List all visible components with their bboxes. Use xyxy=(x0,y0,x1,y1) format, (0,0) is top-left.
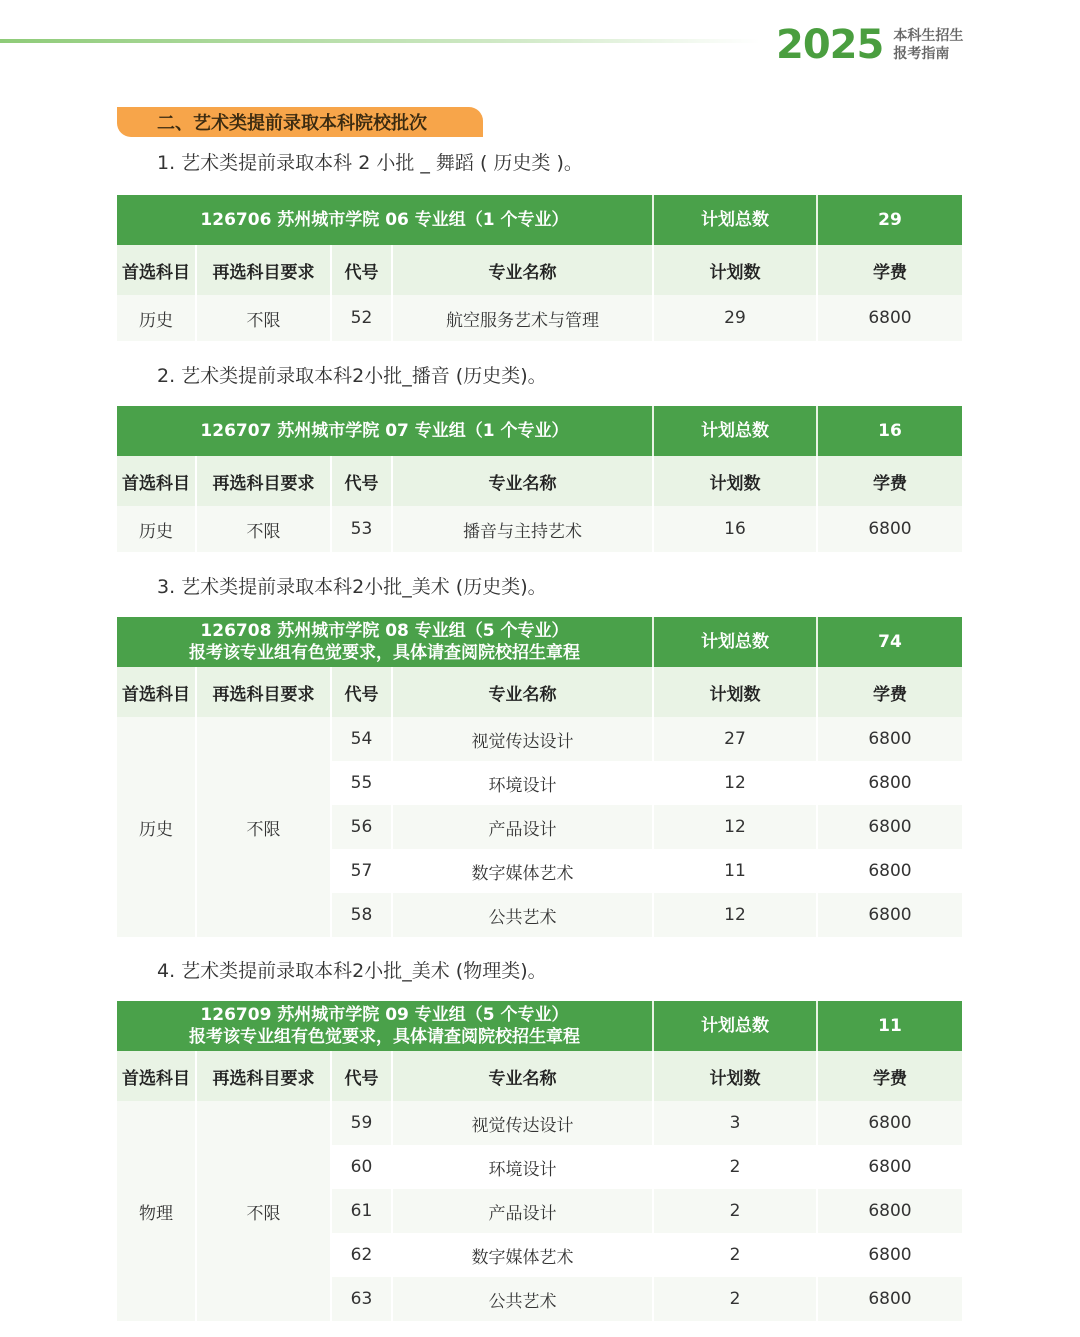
tuition-fee: 6800 xyxy=(868,1201,912,1221)
major-code: 54 xyxy=(332,717,393,761)
table-row xyxy=(332,1189,962,1233)
col-second-requirement: 再选科目要求 xyxy=(197,245,332,295)
group-title-row xyxy=(117,406,962,456)
col-major-name: 专业名称 xyxy=(393,245,654,295)
section-title: 二、艺术类提前录取本科院校批次 xyxy=(117,107,483,137)
major-code: 61 xyxy=(332,1189,393,1233)
second-requirement: 不限 xyxy=(197,295,332,341)
group-table xyxy=(117,406,962,552)
group-table xyxy=(117,617,962,937)
col-fee: 学费 xyxy=(873,473,907,494)
table-row xyxy=(332,1145,962,1189)
group-heading: 4. 艺术类提前录取本科2小批_美术 (物理类)。 xyxy=(157,960,547,982)
plan-count: 3 xyxy=(654,1101,818,1145)
major-name: 环境设计 xyxy=(393,761,654,805)
group-heading: 3. 艺术类提前录取本科2小批_美术 (历史类)。 xyxy=(157,576,547,598)
major-name: 视觉传达设计 xyxy=(393,1101,654,1145)
tuition-fee: 6800 xyxy=(868,519,912,539)
tuition-fee: 6800 xyxy=(868,1289,912,1309)
table-row xyxy=(332,1101,962,1145)
plan-total-value: 29 xyxy=(878,210,902,230)
col-fee: 学费 xyxy=(873,262,907,283)
plan-count: 12 xyxy=(654,893,818,937)
second-requirement: 不限 xyxy=(197,506,332,552)
major-code: 52 xyxy=(332,295,393,341)
col-plan: 计划数 xyxy=(654,1051,818,1101)
group-title xyxy=(117,1001,654,1051)
brand-subtitle-line1: 本科生招生 xyxy=(893,28,964,44)
header-rule xyxy=(0,39,760,43)
col-code: 代号 xyxy=(332,245,393,295)
group-title xyxy=(117,617,654,667)
plan-total-value: 74 xyxy=(878,632,902,652)
brand-year: 2025 xyxy=(776,22,884,68)
group-title-note: 报考该专业组有色觉要求，具体请查阅院校招生章程 xyxy=(189,643,580,663)
table-row xyxy=(117,295,962,341)
col-plan: 计划数 xyxy=(654,245,818,295)
col-first-subject: 首选科目 xyxy=(117,667,197,717)
first-subject: 物理 xyxy=(117,1101,197,1321)
major-code: 63 xyxy=(332,1277,393,1321)
major-name: 产品设计 xyxy=(393,805,654,849)
major-rows xyxy=(332,1101,962,1321)
table-row xyxy=(332,849,962,893)
tuition-fee: 6800 xyxy=(868,905,912,925)
table-body xyxy=(117,717,962,937)
plan-count: 2 xyxy=(654,1145,818,1189)
major-name: 视觉传达设计 xyxy=(393,717,654,761)
plan-count: 2 xyxy=(654,1233,818,1277)
plan-total-value: 11 xyxy=(878,1016,902,1036)
major-code: 59 xyxy=(332,1101,393,1145)
second-requirement: 不限 xyxy=(197,1101,332,1321)
major-name: 公共艺术 xyxy=(393,893,654,937)
first-subject: 历史 xyxy=(117,506,197,552)
group-title: 126707 苏州城市学院 07 专业组（1 个专业） xyxy=(117,406,654,456)
col-second-requirement: 再选科目要求 xyxy=(197,1051,332,1101)
major-name: 数字媒体艺术 xyxy=(393,1233,654,1277)
table-row xyxy=(332,1277,962,1321)
plan-total-label: 计划总数 xyxy=(654,406,818,456)
major-name: 数字媒体艺术 xyxy=(393,849,654,893)
group-title-line1: 126709 苏州城市学院 09 专业组（5 个专业） xyxy=(200,1005,569,1025)
plan-count: 2 xyxy=(654,1189,818,1233)
major-name: 产品设计 xyxy=(393,1189,654,1233)
major-code: 62 xyxy=(332,1233,393,1277)
tuition-fee: 6800 xyxy=(868,1157,912,1177)
brand-block xyxy=(776,22,963,68)
major-name: 公共艺术 xyxy=(393,1277,654,1321)
tuition-fee: 6800 xyxy=(868,773,912,793)
col-second-requirement: 再选科目要求 xyxy=(197,456,332,506)
plan-total-label: 计划总数 xyxy=(654,1001,818,1051)
group-title-note: 报考该专业组有色觉要求，具体请查阅院校招生章程 xyxy=(189,1027,580,1047)
col-code: 代号 xyxy=(332,456,393,506)
col-first-subject: 首选科目 xyxy=(117,1051,197,1101)
major-code: 58 xyxy=(332,893,393,937)
plan-count: 12 xyxy=(654,761,818,805)
tuition-fee: 6800 xyxy=(868,729,912,749)
major-name: 环境设计 xyxy=(393,1145,654,1189)
group-table xyxy=(117,1001,962,1321)
group-title: 126706 苏州城市学院 06 专业组（1 个专业） xyxy=(117,195,654,245)
tuition-fee: 6800 xyxy=(868,817,912,837)
plan-count: 27 xyxy=(654,717,818,761)
column-header-row xyxy=(117,456,962,506)
col-code: 代号 xyxy=(332,1051,393,1101)
tuition-fee: 6800 xyxy=(868,308,912,328)
col-major-name: 专业名称 xyxy=(393,456,654,506)
major-code: 55 xyxy=(332,761,393,805)
tuition-fee: 6800 xyxy=(868,1113,912,1133)
tuition-fee: 6800 xyxy=(868,1245,912,1265)
tuition-fee: 6800 xyxy=(868,861,912,881)
column-header-row xyxy=(117,1051,962,1101)
plan-count: 29 xyxy=(654,295,818,341)
plan-count: 16 xyxy=(654,506,818,552)
first-subject: 历史 xyxy=(117,717,197,937)
table-body xyxy=(117,1101,962,1321)
table-row xyxy=(332,761,962,805)
col-fee: 学费 xyxy=(873,684,907,705)
group-table xyxy=(117,195,962,341)
table-row xyxy=(332,717,962,761)
major-rows xyxy=(332,717,962,937)
col-plan: 计划数 xyxy=(654,456,818,506)
major-name: 播音与主持艺术 xyxy=(393,506,654,552)
col-code: 代号 xyxy=(332,667,393,717)
table-row xyxy=(332,1233,962,1277)
column-header-row xyxy=(117,667,962,717)
table-row xyxy=(332,893,962,937)
group-title-row xyxy=(117,195,962,245)
col-second-requirement: 再选科目要求 xyxy=(197,667,332,717)
col-major-name: 专业名称 xyxy=(393,667,654,717)
second-requirement: 不限 xyxy=(197,717,332,937)
first-subject: 历史 xyxy=(117,295,197,341)
col-first-subject: 首选科目 xyxy=(117,456,197,506)
plan-total-value: 16 xyxy=(878,421,902,441)
major-name: 航空服务艺术与管理 xyxy=(393,295,654,341)
table-row xyxy=(117,506,962,552)
major-code: 57 xyxy=(332,849,393,893)
col-fee: 学费 xyxy=(873,1068,907,1089)
major-code: 53 xyxy=(332,506,393,552)
brand-subtitle xyxy=(893,27,963,63)
plan-total-label: 计划总数 xyxy=(654,617,818,667)
group-title-row xyxy=(117,1001,962,1051)
plan-count: 11 xyxy=(654,849,818,893)
major-code: 60 xyxy=(332,1145,393,1189)
brand-subtitle-line2: 报考指南 xyxy=(893,46,950,62)
column-header-row xyxy=(117,245,962,295)
group-title-line1: 126708 苏州城市学院 08 专业组（5 个专业） xyxy=(200,621,569,641)
plan-total-label: 计划总数 xyxy=(654,195,818,245)
col-major-name: 专业名称 xyxy=(393,1051,654,1101)
group-title-row xyxy=(117,617,962,667)
plan-count: 12 xyxy=(654,805,818,849)
major-code: 56 xyxy=(332,805,393,849)
group-heading: 1. 艺术类提前录取本科 2 小批 _ 舞蹈 ( 历史类 )。 xyxy=(157,152,583,174)
group-heading: 2. 艺术类提前录取本科2小批_播音 (历史类)。 xyxy=(157,365,547,387)
col-first-subject: 首选科目 xyxy=(117,245,197,295)
table-row xyxy=(332,805,962,849)
col-plan: 计划数 xyxy=(654,667,818,717)
plan-count: 2 xyxy=(654,1277,818,1321)
